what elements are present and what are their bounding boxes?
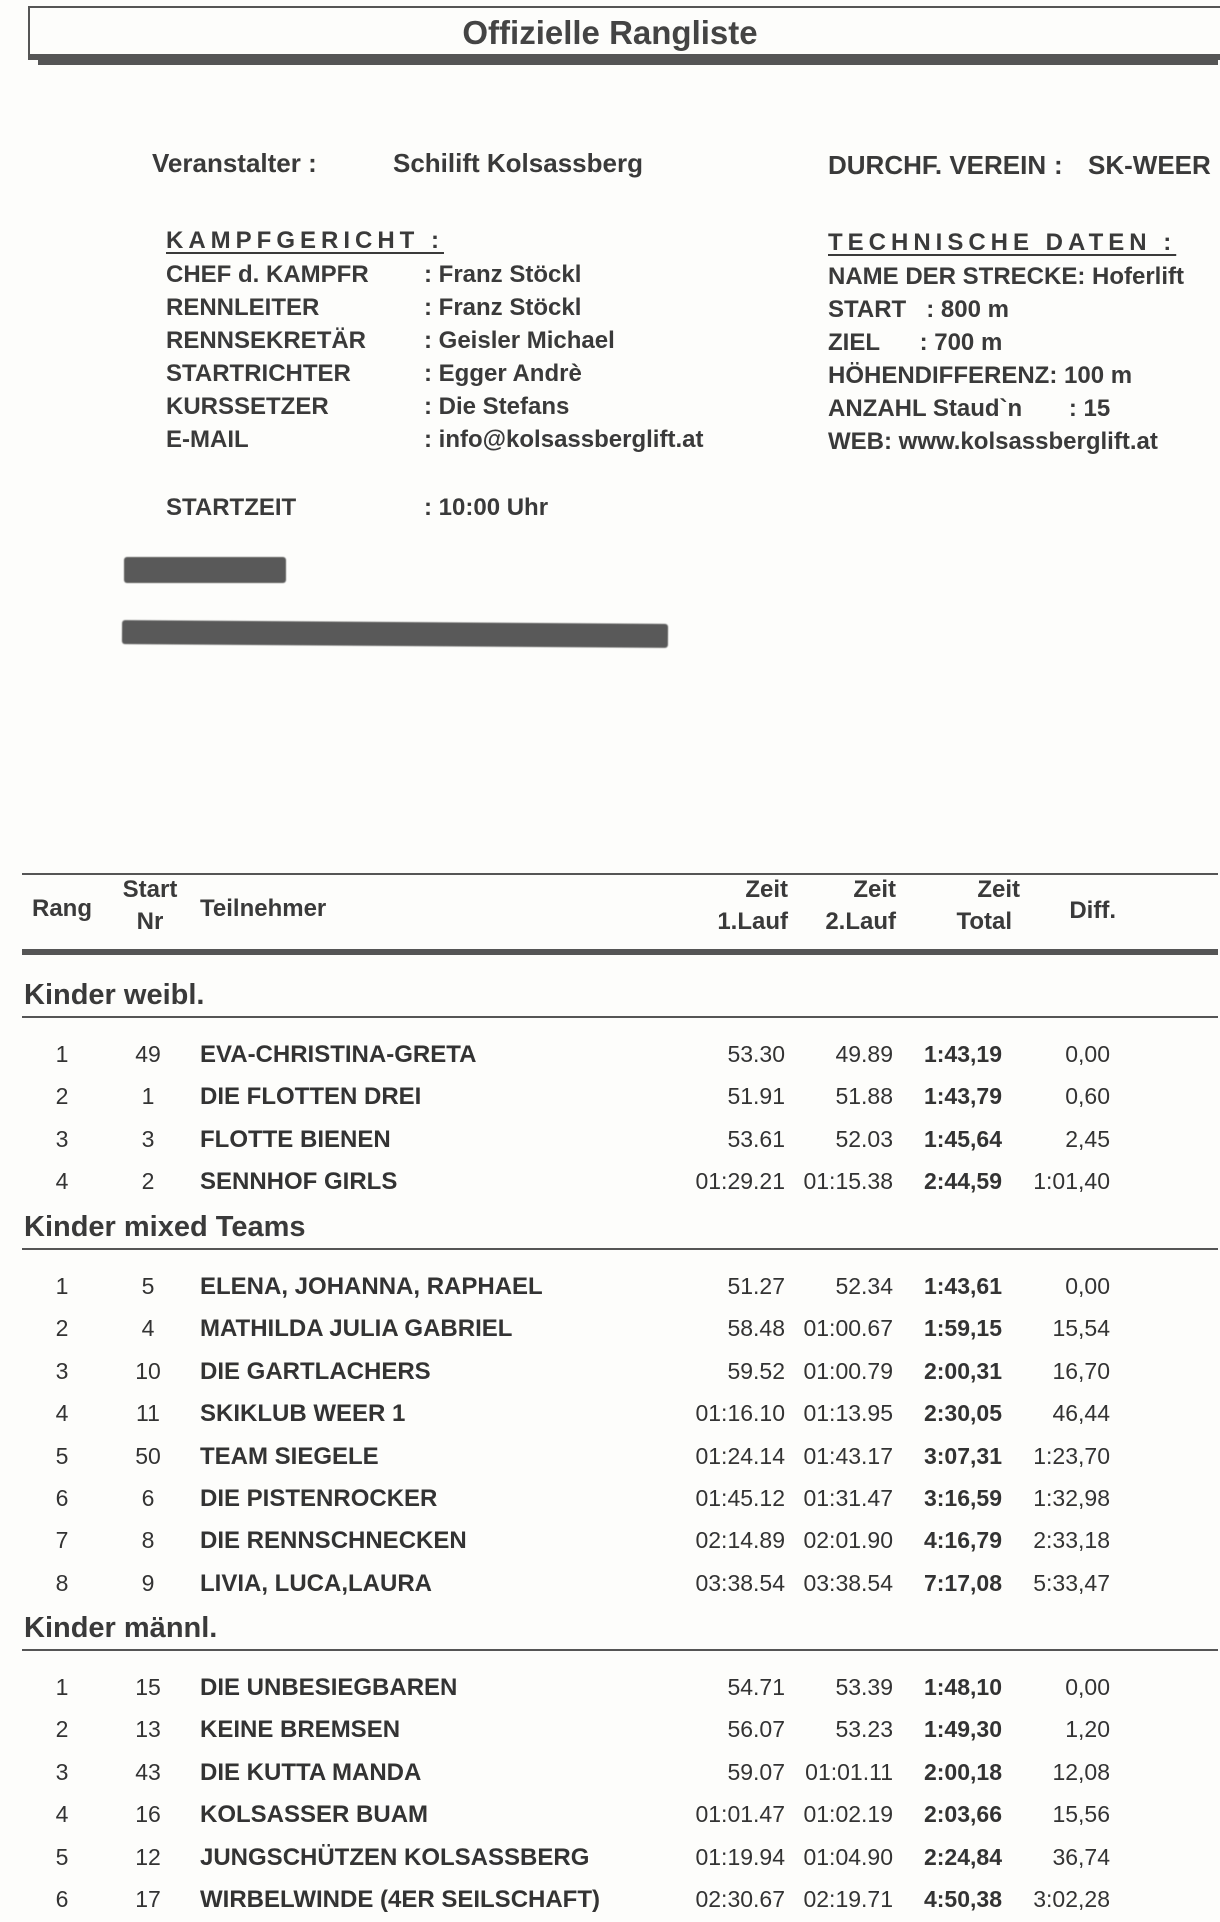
participant-cell: SKIKLUB WEER 1	[200, 1400, 406, 1428]
table-header-rule	[22, 949, 1218, 955]
start-number-cell: 16	[135, 1801, 161, 1828]
diff-cell: 0,00	[1065, 1041, 1110, 1067]
run2-time-cell: 01:02.19	[803, 1801, 893, 1828]
jury-label: RENNLEITER	[166, 294, 320, 321]
start-number-cell: 3	[141, 1125, 155, 1152]
table-row	[0, 1267, 1220, 1309]
participant-cell: EVA-CHRISTINA-GRETA	[200, 1041, 477, 1068]
run2-time-cell: 01:04.90	[803, 1843, 893, 1870]
rank-cell: 4	[55, 1400, 69, 1427]
organizer-value: Schilift Kolsassberg	[393, 148, 643, 178]
diff-cell: 1,20	[1065, 1716, 1110, 1743]
diff-cell: 1:23,70	[1033, 1442, 1110, 1469]
diff-cell: 36,74	[1052, 1843, 1110, 1870]
jury-label: E-MAIL	[166, 426, 249, 453]
participant-cell: MATHILDA JULIA GABRIEL	[200, 1315, 513, 1343]
redaction-mark	[124, 557, 286, 583]
run2-time-cell: 03:38.54	[803, 1569, 893, 1596]
start-number-cell: 11	[136, 1400, 160, 1427]
section-title: Kinder männl.	[24, 1612, 218, 1644]
diff-cell: 5:33,47	[1033, 1569, 1110, 1596]
run2-time-cell: 01:01.11	[805, 1758, 893, 1785]
table-row	[0, 1521, 1220, 1563]
total-time-cell: 2:30,05	[923, 1400, 1002, 1427]
total-time-cell: 3:07,31	[923, 1442, 1002, 1469]
participant-cell: DIE UNBESIEGBAREN	[200, 1674, 458, 1701]
run1-time-cell: 01:45.12	[695, 1485, 785, 1511]
jury-value: : Franz Stöckl	[424, 261, 582, 288]
run2-time-cell: 01:43.17	[803, 1442, 893, 1469]
rank-cell: 1	[55, 1674, 69, 1700]
col-start-nr: Nr	[136, 908, 164, 935]
participant-cell: WIRBELWINDE (4ER SEILSCHAFT)	[200, 1886, 600, 1913]
start-number-cell: 8	[141, 1527, 155, 1554]
table-row	[0, 1077, 1220, 1119]
diff-cell: 12,08	[1052, 1758, 1110, 1785]
jury-value: : info@kolsassberglift.at	[424, 426, 704, 453]
rank-cell: 8	[55, 1569, 69, 1596]
participant-cell: FLOTTE BIENEN	[200, 1125, 391, 1153]
section-rule	[22, 1649, 1218, 1651]
start-number-cell: 50	[135, 1442, 161, 1469]
rank-cell: 6	[55, 1485, 69, 1511]
run1-time-cell: 01:24.14	[695, 1442, 785, 1469]
run1-time-cell: 53.61	[727, 1125, 785, 1152]
start-number-cell: 49	[135, 1041, 161, 1067]
run1-time-cell: 01:29.21	[695, 1168, 785, 1195]
rank-cell: 2	[55, 1315, 69, 1342]
participant-cell: DIE PISTENROCKER	[200, 1485, 438, 1512]
table-top-rule	[22, 873, 1218, 875]
diff-cell: 2:33,18	[1033, 1527, 1110, 1554]
section-title: Kinder weibl.	[24, 979, 205, 1011]
jury-value: : Geisler Michael	[424, 327, 615, 354]
diff-cell: 2,45	[1065, 1125, 1110, 1152]
start-number-cell: 6	[141, 1485, 155, 1511]
total-time-cell: 1:49,30	[923, 1716, 1002, 1743]
run2-time-cell: 51.88	[835, 1083, 893, 1110]
run2-time-cell: 01:00.79	[803, 1357, 893, 1384]
run1-time-cell: 51.27	[727, 1273, 785, 1299]
col-run1-sub: 1.Lauf	[717, 908, 788, 935]
run2-time-cell: 52.03	[835, 1125, 893, 1152]
rank-cell: 5	[55, 1442, 69, 1469]
col-total-sub: Total	[956, 908, 1012, 935]
run2-time-cell: 01:13.95	[803, 1400, 893, 1427]
start-number-cell: 4	[141, 1315, 155, 1342]
diff-cell: 1:01,40	[1033, 1168, 1110, 1195]
total-time-cell: 1:45,64	[923, 1125, 1002, 1152]
tech-row: NAME DER STRECKE: Hoferlift	[828, 263, 1185, 290]
rank-cell: 3	[55, 1357, 69, 1384]
table-row	[0, 1668, 1220, 1710]
table-row	[0, 1035, 1220, 1077]
start-number-cell: 2	[141, 1168, 155, 1195]
run2-time-cell: 02:19.71	[803, 1886, 893, 1912]
jury-label: RENNSEKRETÄR	[166, 327, 367, 354]
run2-time-cell: 01:15.38	[803, 1168, 893, 1195]
start-time-label: STARTZEIT	[166, 494, 297, 521]
total-time-cell: 1:43,79	[923, 1083, 1002, 1110]
table-row	[0, 1479, 1220, 1521]
total-time-cell: 1:59,15	[923, 1315, 1002, 1342]
rank-cell: 2	[55, 1083, 69, 1110]
rank-cell: 7	[55, 1527, 69, 1554]
col-run2-sub: 2.Lauf	[825, 908, 896, 935]
col-start: Start	[122, 876, 178, 903]
rank-cell: 1	[55, 1041, 69, 1067]
club-label: DURCHF. VEREIN	[828, 150, 1047, 180]
club-value: SK-WEER	[1088, 150, 1211, 180]
rank-cell: 1	[55, 1273, 69, 1299]
start-number-cell: 17	[135, 1886, 161, 1912]
run1-time-cell: 01:01.47	[695, 1801, 785, 1828]
table-row	[0, 1352, 1220, 1394]
col-run1: Zeit	[745, 876, 788, 903]
run2-time-cell: 02:01.90	[803, 1527, 893, 1554]
run1-time-cell: 56.07	[727, 1716, 785, 1743]
run1-time-cell: 58.48	[727, 1315, 785, 1342]
jury-label: KURSSETZER	[166, 393, 329, 420]
diff-cell: 15,56	[1052, 1801, 1110, 1828]
run2-time-cell: 53.23	[835, 1716, 893, 1743]
section-title: Kinder mixed Teams	[24, 1211, 306, 1243]
table-row	[0, 1795, 1220, 1837]
run1-time-cell: 01:19.94	[695, 1843, 785, 1870]
total-time-cell: 2:24,84	[923, 1843, 1002, 1870]
rank-cell: 5	[55, 1843, 69, 1870]
tech-row: ANZAHL Staud`n : 15	[828, 395, 1111, 422]
table-row	[0, 1437, 1220, 1479]
total-time-cell: 4:16,79	[923, 1527, 1002, 1554]
run1-time-cell: 59.07	[727, 1758, 785, 1785]
run1-time-cell: 03:38.54	[695, 1569, 785, 1596]
tech-row: START : 800 m	[828, 296, 1009, 323]
diff-cell: 15,54	[1052, 1315, 1110, 1342]
run2-time-cell: 01:31.47	[803, 1485, 893, 1511]
table-row	[0, 1710, 1220, 1752]
total-time-cell: 3:16,59	[923, 1485, 1002, 1511]
table-row	[0, 1394, 1220, 1436]
col-rank: Rang	[32, 895, 92, 922]
run1-time-cell: 53.30	[727, 1041, 785, 1067]
run1-time-cell: 02:30.67	[695, 1886, 785, 1912]
start-number-cell: 5	[141, 1273, 155, 1299]
run2-time-cell: 49.89	[835, 1041, 893, 1067]
total-time-cell: 7:17,08	[923, 1569, 1002, 1596]
participant-cell: JUNGSCHÜTZEN KOLSASSBERG	[200, 1843, 590, 1871]
section-rule	[22, 1248, 1218, 1250]
rank-cell: 4	[55, 1801, 69, 1828]
start-number-cell: 15	[135, 1674, 161, 1700]
total-time-cell: 1:48,10	[923, 1674, 1002, 1700]
table-row	[0, 1880, 1220, 1922]
start-number-cell: 12	[135, 1843, 161, 1870]
diff-cell: 0,60	[1065, 1083, 1110, 1110]
rank-cell: 4	[55, 1168, 69, 1195]
run2-time-cell: 01:00.67	[803, 1315, 893, 1342]
organizer-label: Veranstalter :	[152, 148, 317, 178]
table-row	[0, 1309, 1220, 1351]
redaction-mark	[122, 620, 668, 648]
start-number-cell: 13	[135, 1716, 161, 1743]
rank-cell: 3	[55, 1125, 69, 1152]
jury-heading: KAMPFGERICHT :	[166, 227, 444, 254]
rank-cell: 3	[55, 1758, 69, 1785]
diff-cell: 16,70	[1052, 1357, 1110, 1384]
rank-cell: 6	[55, 1886, 69, 1912]
total-time-cell: 1:43,19	[923, 1041, 1002, 1067]
diff-cell: 0,00	[1065, 1674, 1110, 1700]
page-title: Offizielle Rangliste	[462, 14, 758, 51]
participant-cell: TEAM SIEGELE	[200, 1442, 379, 1470]
tech-row: ZIEL : 700 m	[828, 329, 1003, 356]
col-run2: Zeit	[853, 876, 896, 903]
tech-row: WEB: www.kolsassberglift.at	[828, 428, 1158, 455]
club-separator: :	[1054, 150, 1063, 180]
run2-time-cell: 52.34	[835, 1273, 893, 1299]
start-number-cell: 43	[135, 1758, 161, 1785]
jury-value: : Egger Andrè	[424, 360, 582, 387]
col-participant: Teilnehmer	[200, 895, 327, 922]
section-rule	[22, 1016, 1218, 1018]
total-time-cell: 1:43,61	[923, 1273, 1002, 1299]
table-row	[0, 1838, 1220, 1880]
run1-time-cell: 51.91	[727, 1083, 785, 1110]
run1-time-cell: 54.71	[727, 1674, 785, 1700]
run1-time-cell: 01:16.10	[695, 1400, 785, 1427]
participant-cell: LIVIA, LUCA,LAURA	[200, 1569, 432, 1597]
total-time-cell: 2:00,18	[923, 1758, 1002, 1785]
start-number-cell: 1	[141, 1083, 155, 1110]
start-number-cell: 9	[141, 1569, 155, 1596]
table-row	[0, 1162, 1220, 1204]
run1-time-cell: 02:14.89	[695, 1527, 785, 1554]
rank-cell: 2	[55, 1716, 69, 1743]
table-row	[0, 1753, 1220, 1795]
table-row	[0, 1120, 1220, 1162]
diff-cell: 0,00	[1065, 1273, 1110, 1299]
tech-heading: TECHNISCHE DATEN :	[828, 229, 1177, 256]
run2-time-cell: 53.39	[835, 1674, 893, 1700]
total-time-cell: 2:44,59	[923, 1168, 1002, 1195]
total-time-cell: 4:50,38	[923, 1886, 1002, 1912]
table-row	[0, 1564, 1220, 1606]
col-diff: Diff.	[1069, 897, 1116, 924]
diff-cell: 1:32,98	[1033, 1485, 1110, 1511]
diff-cell: 3:02,28	[1033, 1886, 1110, 1912]
participant-cell: DIE GARTLACHERS	[200, 1357, 431, 1385]
participant-cell: ELENA, JOHANNA, RAPHAEL	[200, 1273, 543, 1300]
total-time-cell: 2:03,66	[923, 1801, 1002, 1828]
title-frame-shadow	[38, 58, 1218, 65]
participant-cell: KEINE BREMSEN	[200, 1716, 401, 1744]
start-number-cell: 10	[135, 1357, 161, 1384]
participant-cell: SENNHOF GIRLS	[200, 1168, 398, 1196]
run1-time-cell: 59.52	[727, 1357, 785, 1384]
jury-label: CHEF d. KAMPFR	[166, 261, 369, 288]
participant-cell: DIE RENNSCHNECKEN	[200, 1527, 467, 1555]
tech-row: HÖHENDIFFERENZ: 100 m	[828, 362, 1133, 389]
jury-value: : Die Stefans	[424, 393, 570, 420]
diff-cell: 46,44	[1052, 1400, 1110, 1427]
jury-label: STARTRICHTER	[166, 360, 351, 387]
total-time-cell: 2:00,31	[923, 1357, 1002, 1384]
jury-value: : Franz Stöckl	[424, 294, 582, 321]
start-time-value: : 10:00 Uhr	[424, 494, 549, 521]
participant-cell: DIE KUTTA MANDA	[200, 1758, 422, 1786]
col-total: Zeit	[977, 876, 1020, 903]
participant-cell: KOLSASSER BUAM	[200, 1801, 429, 1829]
participant-cell: DIE FLOTTEN DREI	[200, 1083, 422, 1111]
